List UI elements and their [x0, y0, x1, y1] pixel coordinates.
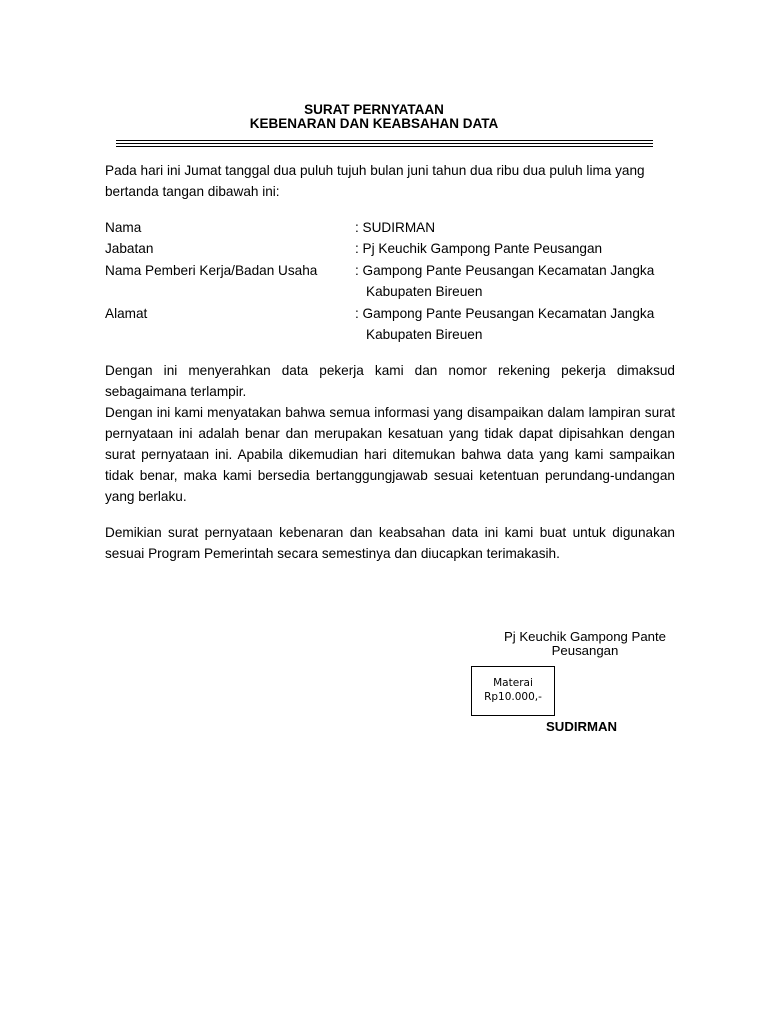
header-rule [116, 146, 653, 147]
field-label-nama: Nama [105, 220, 142, 235]
field-label-pemberi-kerja: Nama Pemberi Kerja/Badan Usaha [105, 263, 318, 278]
intro-paragraph: Pada hari ini Jumat tanggal dua puluh tujuh bulan juni tahun dua ribu dua puluh lima yang bertanda tangan dibawah ini: [105, 163, 645, 199]
signer-name: SUDIRMAN [546, 719, 618, 734]
materai-stamp [471, 666, 555, 716]
stamp-label: Materai [493, 677, 533, 689]
document-subtitle: KEBENARAN DAN KEABSAHAN DATA [249, 116, 499, 131]
field-label-alamat: Alamat [105, 306, 148, 321]
document-title: SURAT PERNYATAAN [304, 102, 444, 117]
signer-position: Pj Keuchik Gampong Pante [503, 629, 666, 644]
statement-paragraph: Dengan ini kami menyatakan bahwa semua informasi yang disampaikan dalam lampiran surat pernyataan ini adalah benar dan merupakan kesatuan yang tidak dapat dipisahkan dengan surat pernyataan ini. Apabila dikemudian hari ditemukan bahwa data yang kami sampaikan tidak benar, maka kami bersedia bertanggungjawab sesuai ketentuan perundang-undangan yang berlaku. [105, 405, 675, 504]
field-value-alamat-cont: Kabupaten Bireuen [366, 327, 483, 342]
closing-paragraph: Demikian surat pernyataan kebenaran dan keabsahan data ini kami buat untuk digunakan sesuai Program Pemerintah secara semestinya dan diucapkan terimakasih. [105, 525, 675, 561]
field-value-nama: : SUDIRMAN [355, 220, 436, 235]
header-rule [116, 140, 653, 141]
field-label-jabatan: Jabatan [105, 241, 154, 256]
field-value-alamat: : Gampong Pante Peusangan Kecamatan Jangka [355, 306, 655, 321]
stamp-amount: Rp10.000,- [484, 691, 542, 703]
header-rule [116, 143, 653, 144]
statement-paragraph: Dengan ini menyerahkan data pekerja kami dan nomor rekening pekerja dimaksud sebagaimana terlampir. [105, 363, 675, 399]
statement-body [105, 360, 675, 507]
field-value-pemberi-kerja: : Gampong Pante Peusangan Kecamatan Jangka [355, 263, 655, 278]
field-value-jabatan: : Pj Keuchik Gampong Pante Peusangan [355, 241, 603, 256]
field-value-pemberi-kerja-cont: Kabupaten Bireuen [366, 284, 483, 299]
signer-position-cont: Peusangan [551, 643, 619, 658]
